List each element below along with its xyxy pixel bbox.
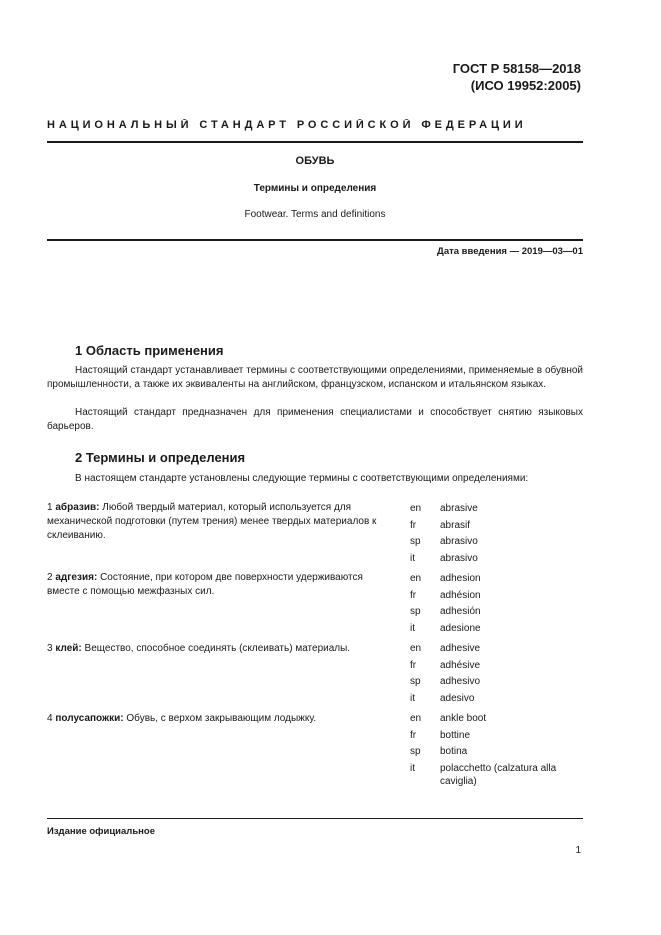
english-title: Footwear. Terms and definitions bbox=[244, 209, 386, 220]
standard-designation bbox=[453, 60, 581, 94]
lang-code: sp bbox=[410, 746, 421, 757]
iso-number: (ИСО 19952:2005) bbox=[470, 78, 581, 93]
equivalent-term: botina bbox=[440, 746, 468, 757]
term-name: абразив bbox=[55, 502, 97, 513]
term-number: 1 bbox=[47, 502, 53, 513]
equivalent-row bbox=[410, 622, 590, 635]
term-name: адгезия bbox=[55, 572, 94, 583]
equivalent-row bbox=[410, 589, 590, 602]
term-number: 2 bbox=[47, 572, 53, 583]
lang-code: en bbox=[410, 713, 422, 724]
lang-code: fr bbox=[410, 519, 417, 531]
lang-code: fr bbox=[410, 589, 417, 601]
equivalent-term: abrasif bbox=[440, 519, 471, 531]
document-title: ОБУВЬ bbox=[295, 155, 335, 167]
lang-code: fr bbox=[410, 659, 417, 671]
lang-code: en bbox=[410, 573, 422, 584]
term-name: полусапожки bbox=[55, 713, 121, 724]
lang-code: it bbox=[410, 762, 415, 774]
term-entry-2: 2 адгезия: Состояние, при котором две поверхности удерживаются вместе с помощью межфазных сил. bbox=[47, 572, 363, 597]
lang-code: sp bbox=[410, 676, 421, 687]
equivalent-term: adhésive bbox=[440, 659, 481, 671]
term-definition: Обувь, с верхом закрывающим лодыжку. bbox=[126, 713, 317, 724]
lang-code: en bbox=[410, 643, 422, 654]
equivalent-row bbox=[410, 692, 590, 705]
equivalent-term: bottine bbox=[440, 729, 471, 741]
equivalent-row bbox=[410, 745, 590, 758]
equivalent-term: polacchetto (calzatura alla caviglia) bbox=[440, 762, 557, 787]
section-1-paragraph-1: Настоящий стандарт устанавливает термины с соответствующими определениями, применяемые в обувной промышленности, а также их эквиваленты на английском, французском, испанском и итальянском языках. bbox=[47, 365, 583, 390]
term-entry-1: 1 абразив: Любой твердый материал, который используется для механической подготовки (путем трения) менее твердых материалов к склеиванию. bbox=[47, 502, 377, 541]
term-number: 4 bbox=[47, 713, 53, 724]
gost-number: ГОСТ Р 58158—2018 bbox=[452, 61, 581, 76]
lang-code: it bbox=[410, 622, 415, 634]
official-edition-label: Издание официальное bbox=[47, 826, 155, 837]
equivalent-row bbox=[410, 675, 590, 688]
lang-code: en bbox=[410, 503, 422, 514]
term-definition: Вещество, способное соединять (склеивать) материалы. bbox=[84, 643, 351, 654]
equivalent-term: ankle boot bbox=[440, 713, 487, 724]
equivalent-term: adesivo bbox=[440, 692, 475, 704]
equivalent-term: abrasive bbox=[440, 503, 478, 514]
term-name: клей bbox=[55, 643, 79, 654]
document-subtitle: Термины и определения bbox=[253, 183, 377, 194]
lang-code: it bbox=[410, 692, 415, 704]
equivalent-term: adhesivo bbox=[440, 676, 481, 687]
equivalent-row bbox=[410, 552, 590, 565]
section-2-heading: 2 Термины и определения bbox=[75, 450, 246, 465]
term-4-equivalents bbox=[410, 712, 590, 791]
equivalent-row bbox=[410, 642, 590, 655]
equivalent-row bbox=[410, 659, 590, 672]
equivalent-row bbox=[410, 572, 590, 585]
equivalent-row bbox=[410, 729, 590, 742]
equivalent-term: abrasivo bbox=[440, 552, 478, 564]
term-entry-4: 4 полусапожки: Обувь, с верхом закрывающим лодыжку. bbox=[47, 713, 317, 724]
lang-code: sp bbox=[410, 606, 421, 617]
lang-code: sp bbox=[410, 536, 421, 547]
lang-code: it bbox=[410, 552, 415, 564]
term-entry-3: 3 клей: Вещество, способное соединять (склеивать) материалы. bbox=[47, 643, 351, 654]
section-1-paragraph-2: Настоящий стандарт предназначен для применения специалистами и способствует снятию языковых барьеров. bbox=[47, 407, 583, 432]
section-2-paragraph-1: В настоящем стандарте установлены следующие термины с соответствующими определениями: bbox=[75, 473, 529, 484]
national-standard-banner: НАЦИОНАЛЬНЫЙ СТАНДАРТ РОССИЙСКОЙ ФЕДЕРАЦИИ bbox=[47, 119, 527, 131]
equivalent-row bbox=[410, 762, 590, 788]
equivalent-term: adhesión bbox=[440, 606, 481, 617]
equivalent-term: abrasivo bbox=[440, 536, 478, 547]
title-divider bbox=[47, 239, 583, 241]
term-3-equivalents bbox=[410, 642, 590, 708]
equivalent-row bbox=[410, 519, 590, 532]
equivalent-row bbox=[410, 605, 590, 618]
equivalent-term: adhesive bbox=[440, 643, 481, 654]
lang-code: fr bbox=[410, 729, 417, 741]
footer-divider bbox=[47, 818, 583, 819]
header-divider bbox=[47, 141, 583, 143]
equivalent-term: adhésion bbox=[440, 589, 481, 601]
section-1-heading: 1 Область применения bbox=[75, 343, 224, 358]
equivalent-term: adhesion bbox=[440, 573, 481, 584]
equivalent-row bbox=[410, 502, 590, 515]
term-2-equivalents bbox=[410, 572, 590, 638]
page-number: 1 bbox=[575, 845, 581, 856]
equivalent-row bbox=[410, 535, 590, 548]
introduction-date: Дата введения — 2019—03—01 bbox=[437, 246, 583, 257]
term-1-equivalents bbox=[410, 502, 590, 568]
term-definition: Состояние, при котором две поверхности удерживаются вместе с помощью межфазных сил. bbox=[47, 572, 363, 597]
equivalent-term: adesione bbox=[440, 622, 481, 634]
term-number: 3 bbox=[47, 643, 53, 654]
equivalent-row bbox=[410, 712, 590, 725]
term-definition: Любой твердый материал, который используется для механической подготовки (путем трения) менее твердых материалов к склеиванию. bbox=[47, 502, 377, 541]
